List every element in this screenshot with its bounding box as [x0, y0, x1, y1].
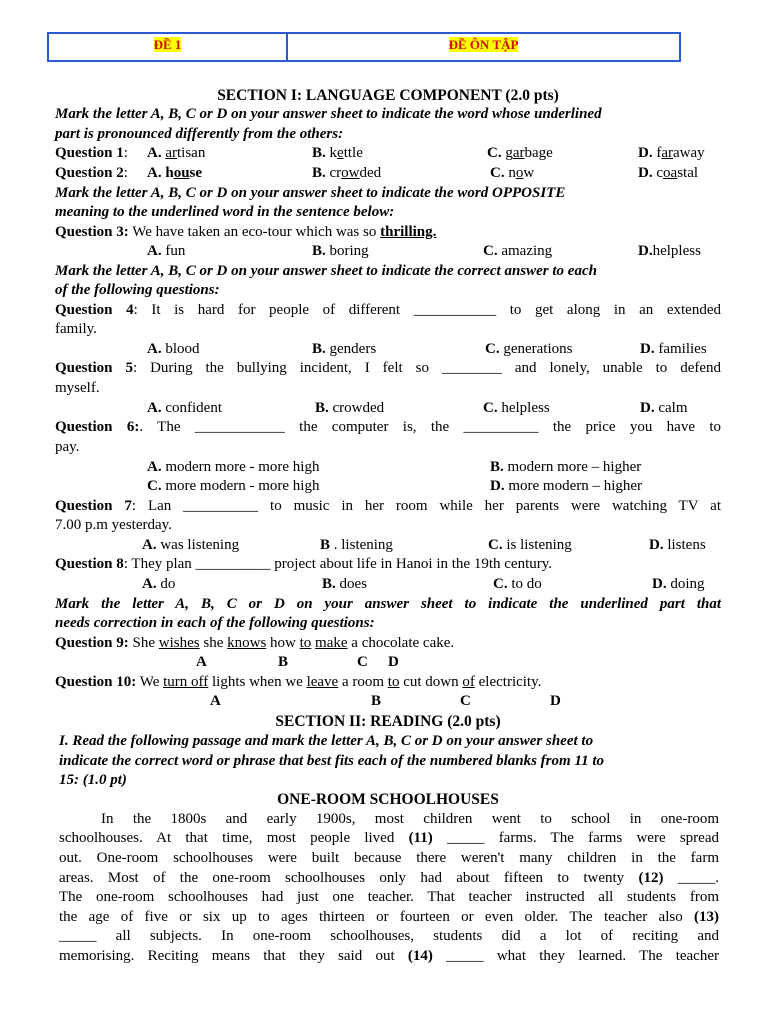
option-a[interactable]: A. modern more - more high [147, 459, 320, 475]
option-a[interactable]: A. was listening [142, 537, 240, 553]
question-1: Question 1: A. artisan B. kettle C. garbage D. faraway [55, 145, 705, 161]
option-d[interactable]: D. coastal [638, 165, 699, 181]
option-c[interactable]: C. generations [485, 341, 573, 357]
question-5: Question 5: During the bullying incident, I felt so ________ and lonely, unable to defend [55, 360, 722, 376]
option-d[interactable]: D [388, 654, 399, 670]
reading-instruction-line1: I. Read the following passage and mark the letter A, B, C or D on your answer sheet to [59, 733, 594, 749]
option-a[interactable]: A [210, 693, 221, 709]
question-7: Question 7: Lan __________ to music in her room while her parents were watching TV at [55, 498, 721, 514]
option-a[interactable]: A [196, 654, 207, 670]
option-d[interactable]: D. more modern – higher [490, 478, 643, 494]
instruction-2-line2: meaning to the underlined word in the sentence below: [55, 204, 395, 220]
option-c[interactable]: C. garbage [487, 145, 553, 161]
option-a[interactable]: A. fun [147, 243, 186, 259]
blank-13[interactable]: (13) [694, 909, 719, 925]
option-d[interactable]: D [550, 693, 561, 709]
section2-title: SECTION II: READING (2.0 pts) [275, 713, 501, 730]
option-b[interactable]: B. genders [312, 341, 377, 357]
option-c[interactable]: C. to do [493, 576, 542, 592]
instruction-2-line1: Mark the letter A, B, C or D on your answer sheet to indicate the word OPPOSITE [55, 185, 566, 201]
section1-title: SECTION I: LANGUAGE COMPONENT (2.0 pts) [217, 87, 559, 104]
question-label: Question 2 [55, 165, 124, 181]
option-c[interactable]: C. now [490, 165, 535, 181]
header-cell-right [288, 34, 679, 60]
option-a[interactable]: A. confident [147, 400, 222, 416]
passage-line-5: The one-room schoolhouses had just one teacher. That teacher instructed all students from [59, 889, 719, 905]
passage-line-2: schoolhouses. At that time, most people lived (11) _____ farms. The farms were spread [59, 830, 719, 846]
option-c[interactable]: C. helpless [483, 400, 550, 416]
exam-type: ĐỀ ÔN TẬP [448, 37, 519, 52]
question-9: Question 9: She wishes she knows how to make a chocolate cake. [55, 635, 455, 651]
option-b[interactable]: B [278, 654, 289, 670]
option-a[interactable]: A. do [142, 576, 176, 592]
question-2: Question 2: A. house B. crowded C. now D. coastal [55, 165, 699, 181]
option-b[interactable]: B. does [322, 576, 368, 592]
option-c[interactable]: C [460, 693, 471, 709]
header-cell-left [49, 34, 288, 60]
question-4: Question 4: It is hard for people of different ___________ to get along in an extended [55, 302, 721, 318]
passage-line-3: out. One-room schoolhouses were built because there weren't many children in the farm [59, 850, 719, 866]
option-b[interactable]: B. crowded [315, 400, 385, 416]
passage-line-6: the age of five or six up to ages thirteen or fourteen or even older. The teacher also (13) [59, 909, 719, 925]
question-7-line2: 7.00 p.m yesterday. [55, 517, 172, 533]
question-5-line2: myself. [55, 380, 100, 396]
reading-instruction-line3: 15: (1.0 pt) [59, 772, 127, 788]
option-b[interactable]: B. crowded [312, 165, 382, 181]
option-a[interactable]: A. house [147, 165, 203, 181]
passage-line-1: In the 1800s and early 1900s, most children went to school in one-room [101, 811, 719, 827]
passage-line-7: _____ all subjects. In one-room schoolhouses, students did a lot of reciting and [59, 928, 719, 944]
blank-14[interactable]: (14) [407, 948, 433, 964]
instruction-4-line1: Mark the letter A, B, C or D on your answer sheet to indicate the underlined part that [55, 596, 721, 612]
question-6: Question 6:. The ____________ the computer is, the __________ the price you have to [55, 419, 721, 435]
option-d[interactable]: D. faraway [638, 145, 705, 161]
blank-12[interactable]: (12) [638, 870, 664, 886]
option-d[interactable]: D. calm [640, 400, 688, 416]
exam-number: ĐỀ 1 [153, 37, 182, 52]
option-a[interactable]: A. blood [147, 341, 200, 357]
option-d[interactable]: D. families [640, 341, 707, 357]
question-3: Question 3: We have taken an eco-tour which was so thrilling. [55, 224, 437, 240]
instruction-1-line1: Mark the letter A, B, C or D on your answer sheet to indicate the word whose underlined [55, 106, 602, 122]
option-a[interactable]: A. artisan [147, 145, 206, 161]
option-c[interactable]: C [357, 654, 368, 670]
question-6-line2: pay. [55, 439, 80, 455]
option-b[interactable]: B. modern more – higher [490, 459, 642, 475]
option-b[interactable]: B . listening [320, 537, 393, 553]
option-c[interactable]: C. amazing [483, 243, 553, 259]
instruction-1-line2: part is pronounced differently from the others: [55, 126, 344, 142]
instruction-3-line2: of the following questions: [55, 282, 220, 298]
option-c[interactable]: C. is listening [488, 537, 572, 553]
option-d[interactable]: D. listens [649, 537, 706, 553]
passage-line-4: areas. Most of the one-room schoolhouses only had about fifteen to twenty (12) _____. [59, 870, 720, 886]
option-c[interactable]: C. more modern - more high [147, 478, 320, 494]
question-10: Question 10: We turn off lights when we leave a room to cut down of electricity. [55, 674, 542, 690]
instruction-3-line1: Mark the letter A, B, C or D on your answer sheet to indicate the correct answer to each [55, 263, 597, 279]
blank-11[interactable]: (11) [408, 830, 433, 846]
reading-instruction-line2: indicate the correct word or phrase that best fits each of the numbered blanks from 11 to [59, 753, 605, 769]
option-b[interactable]: B. kettle [312, 145, 363, 161]
passage-title: ONE-ROOM SCHOOLHOUSES [277, 791, 499, 808]
option-d[interactable]: D. doing [652, 576, 705, 592]
question-8: Question 8: They plan __________ project about life in Hanoi in the 19th century. [55, 556, 553, 572]
passage-line-8: memorising. Reciting means that they said out (14) _____ what they learned. The teacher [59, 948, 719, 964]
header-table [47, 32, 681, 62]
instruction-4-line2: needs correction in each of the following questions: [55, 615, 375, 631]
option-b[interactable]: B [371, 693, 382, 709]
option-d[interactable]: D.helpless [638, 243, 701, 259]
question-4-line2: family. [55, 321, 97, 337]
option-b[interactable]: B. boring [312, 243, 369, 259]
question-label: Question 1 [55, 145, 124, 161]
